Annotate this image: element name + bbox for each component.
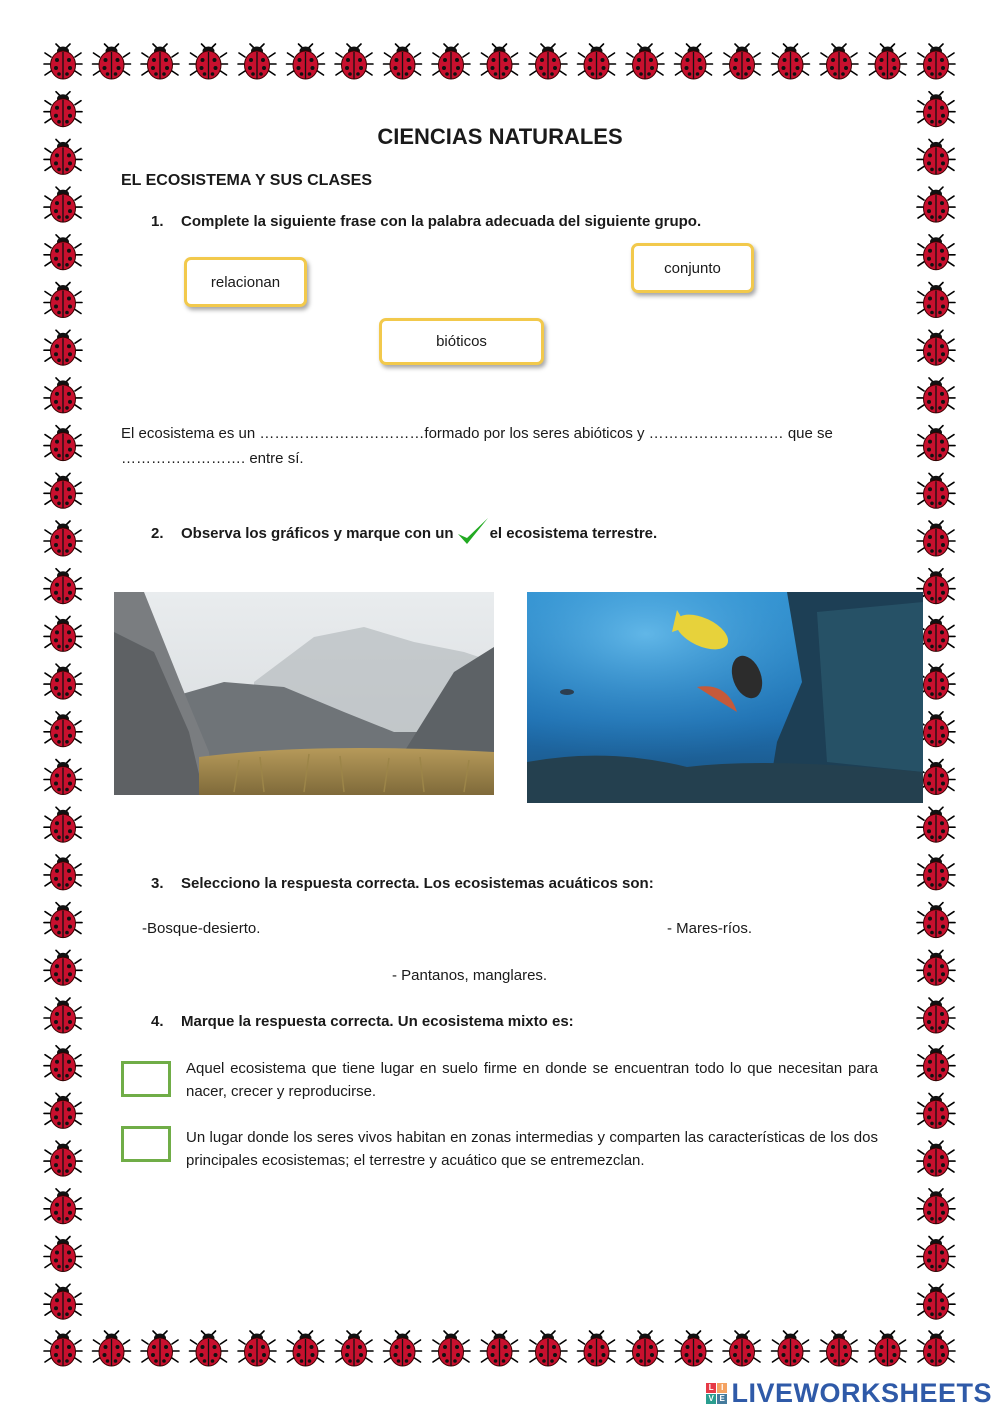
ladybug-icon: [578, 44, 616, 79]
ladybug-icon: [869, 44, 907, 79]
ladybug-icon: [578, 1331, 616, 1366]
ladybug-icon: [44, 330, 82, 365]
ladybug-icon: [238, 1331, 276, 1366]
answer-checkbox-b[interactable]: [121, 1126, 171, 1162]
ladybug-icon: [44, 950, 82, 985]
word-card-conjunto[interactable]: conjunto: [631, 243, 754, 293]
ladybug-icon: [238, 44, 276, 79]
ladybug-icon: [626, 1331, 664, 1366]
ladybug-icon: [481, 44, 519, 79]
question-number: 2.: [151, 525, 164, 542]
check-mark-icon: [456, 516, 490, 548]
page-title: CIENCIAS NATURALES: [377, 124, 623, 149]
ladybug-icon: [287, 1331, 325, 1366]
ladybug-icon: [917, 426, 955, 461]
ladybug-icon: [675, 44, 713, 79]
ladybug-icon: [917, 1093, 955, 1128]
answer-option-a: Aquel ecosistema que tiene lugar en suelo firme en donde se encuentran todo lo que necesitan para nacer, crecer y reproducirse.: [186, 1060, 878, 1100]
section-subtitle: EL ECOSISTEMA Y SUS CLASES: [121, 172, 373, 189]
ladybug-icon: [917, 1284, 955, 1319]
sentence-line-1: El ecosistema es un ……………………………formado por los seres abióticos y ……………………… que se: [121, 425, 833, 442]
ladybug-icon: [44, 1189, 82, 1224]
ladybug-icon: [917, 283, 955, 318]
liveworksheets-logo-icon: [706, 1383, 727, 1404]
answer-checkbox-a[interactable]: [121, 1061, 171, 1097]
question-3: [151, 875, 654, 892]
logo-tile: I: [717, 1383, 727, 1393]
ladybug-icon: [44, 807, 82, 842]
ladybug-icon: [44, 1046, 82, 1081]
question-text-after: el ecosistema terrestre.: [489, 525, 658, 542]
ladybug-icon: [529, 1331, 567, 1366]
ladybug-icon: [917, 473, 955, 508]
ladybug-icon: [723, 44, 761, 79]
ladybug-icon: [335, 1331, 373, 1366]
question-number: 4.: [151, 1013, 164, 1030]
ladybug-icon: [917, 235, 955, 270]
ladybug-icon: [917, 1331, 955, 1366]
terrestrial-ecosystem-photo[interactable]: [114, 592, 494, 795]
option-bosque-desierto[interactable]: -Bosque-desierto.: [142, 920, 261, 937]
ladybug-icon: [44, 855, 82, 890]
ladybug-icon: [917, 998, 955, 1033]
ladybug-icon: [44, 998, 82, 1033]
ladybug-icon: [917, 330, 955, 365]
ladybug-icon: [44, 378, 82, 413]
ladybug-icon: [44, 235, 82, 270]
ladybug-icon: [723, 1331, 761, 1366]
ladybug-icon: [44, 1093, 82, 1128]
ladybug-icon: [917, 807, 955, 842]
ladybug-icon: [335, 44, 373, 79]
ladybug-icon: [917, 1141, 955, 1176]
ladybug-icon: [384, 44, 422, 79]
question-2: [151, 525, 657, 542]
ladybug-icon: [44, 92, 82, 127]
question-number: 3.: [151, 875, 164, 892]
ladybug-icon: [44, 473, 82, 508]
ladybug-icon: [820, 44, 858, 79]
answer-option-b: Un lugar donde los seres vivos habitan en zonas intermedias y comparten las características de los dos principales ecosistemas; el terrestre y acuático que se entremezclan.: [186, 1129, 878, 1169]
ladybug-icon: [44, 1237, 82, 1272]
liveworksheets-brand: [706, 1378, 992, 1409]
ladybug-icon: [917, 378, 955, 413]
ladybug-icon: [44, 426, 82, 461]
question-text: Complete la siguiente frase con la palabra adecuada del siguiente grupo.: [181, 213, 702, 230]
ladybug-icon: [772, 44, 810, 79]
ladybug-icon: [481, 1331, 519, 1366]
ladybug-icon: [917, 187, 955, 222]
ladybug-icon: [917, 1189, 955, 1224]
ladybug-icon: [384, 1331, 422, 1366]
question-number: 1.: [151, 213, 164, 230]
ladybug-icon: [287, 44, 325, 79]
ladybug-icon: [917, 1046, 955, 1081]
option-pantanos-manglares[interactable]: - Pantanos, manglares.: [392, 967, 548, 984]
ladybug-icon: [44, 521, 82, 556]
ladybug-icon: [44, 283, 82, 318]
ladybug-icon: [917, 903, 955, 938]
ladybug-icon: [675, 1331, 713, 1366]
ladybug-icon: [190, 1331, 228, 1366]
ladybug-icon: [917, 950, 955, 985]
ladybug-icon: [432, 44, 470, 79]
ladybug-icon: [190, 44, 228, 79]
logo-tile: E: [717, 1394, 727, 1404]
ladybug-icon: [44, 1331, 82, 1366]
question-text: Marque la respuesta correcta. Un ecosistema mixto es:: [181, 1013, 574, 1030]
ladybug-icon: [44, 44, 82, 79]
question-1: [151, 213, 701, 230]
ladybug-icon: [917, 92, 955, 127]
brand-text: LIVEWORKSHEETS: [731, 1378, 992, 1408]
question-4: [151, 1013, 574, 1030]
ladybug-icon: [93, 44, 131, 79]
ladybug-icon: [529, 44, 567, 79]
ladybug-icon: [917, 521, 955, 556]
aquatic-ecosystem-photo[interactable]: [527, 592, 923, 803]
ladybug-icon: [772, 1331, 810, 1366]
ladybug-icon: [141, 44, 179, 79]
ladybug-icon: [820, 1331, 858, 1366]
ladybug-icon: [44, 569, 82, 604]
ladybug-icon: [44, 1284, 82, 1319]
logo-tile: V: [706, 1394, 716, 1404]
ladybug-icon: [44, 664, 82, 699]
ladybug-icon: [141, 1331, 179, 1366]
ladybug-icon: [44, 1141, 82, 1176]
sentence-line-2: ……………………. entre sí.: [121, 450, 304, 467]
word-card-bioticos[interactable]: bióticos: [379, 318, 544, 365]
question-text-before: Observa los gráficos y marque con un: [181, 525, 454, 542]
word-card-relacionan[interactable]: relacionan: [184, 257, 307, 307]
ladybug-icon: [917, 1237, 955, 1272]
ladybug-icon: [869, 1331, 907, 1366]
logo-tile: L: [706, 1383, 716, 1393]
ladybug-icon: [44, 616, 82, 651]
option-mares-rios[interactable]: - Mares-ríos.: [667, 920, 753, 937]
ladybug-icon: [432, 1331, 470, 1366]
ladybug-icon: [44, 760, 82, 795]
ladybug-icon: [917, 855, 955, 890]
ladybug-icon: [44, 903, 82, 938]
ladybug-icon: [626, 44, 664, 79]
question-text: Selecciono la respuesta correcta. Los ecosistemas acuáticos son:: [181, 875, 654, 892]
ladybug-icon: [44, 187, 82, 222]
ladybug-icon: [917, 44, 955, 79]
ladybug-icon: [44, 712, 82, 747]
ladybug-icon: [93, 1331, 131, 1366]
